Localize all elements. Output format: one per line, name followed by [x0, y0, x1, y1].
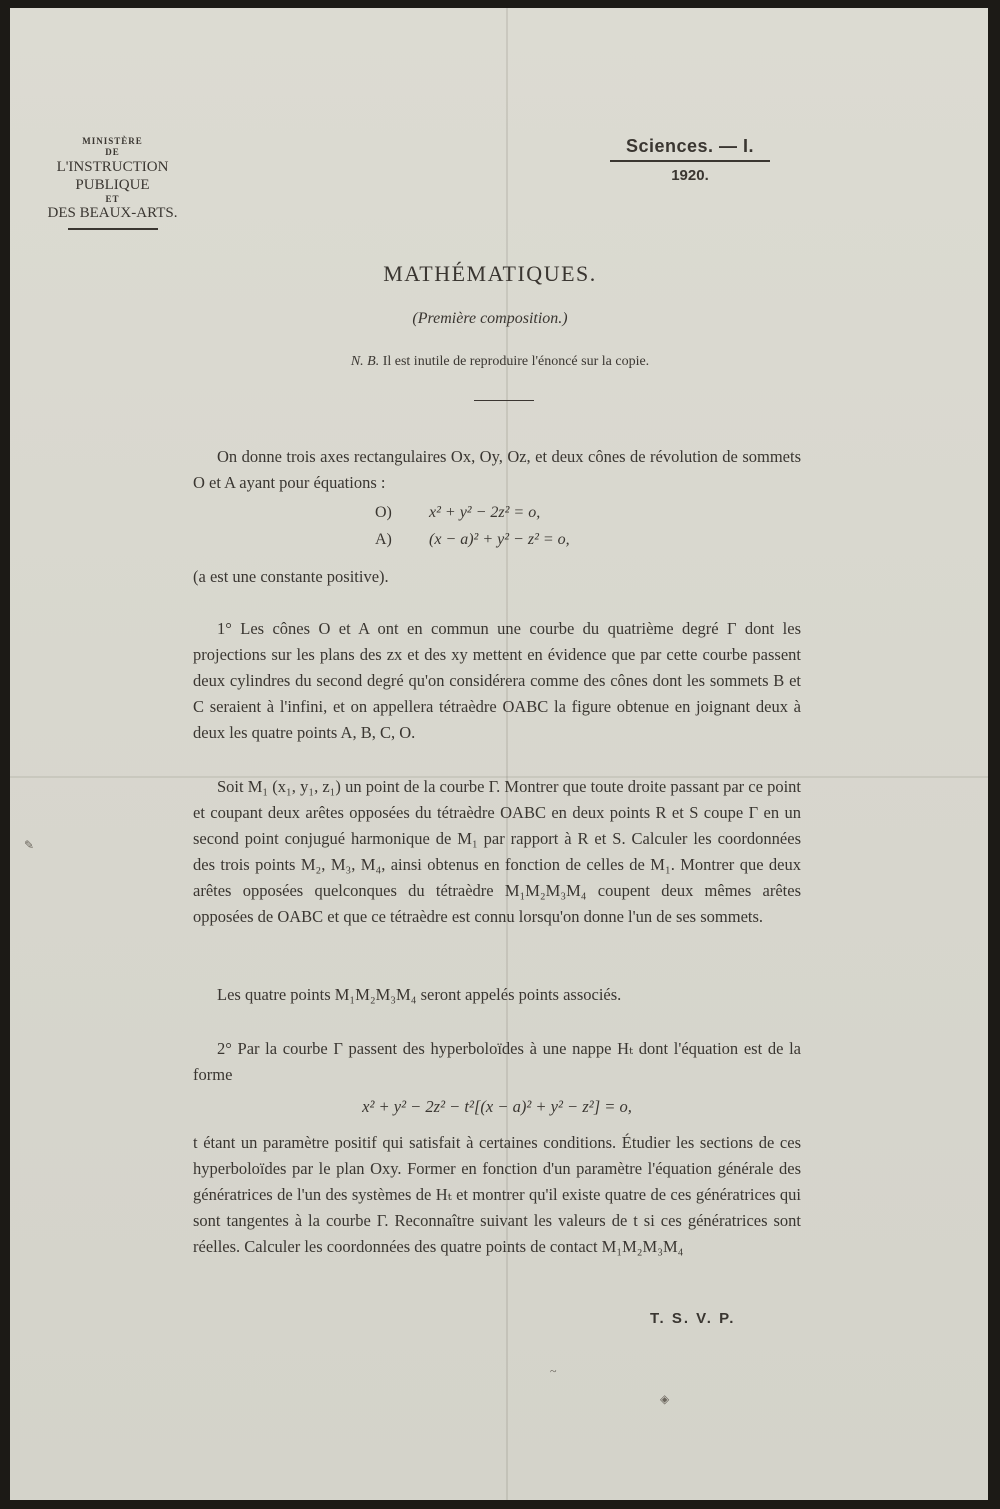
equation-row-o [375, 504, 675, 531]
title-separator [474, 400, 534, 401]
ministry-rule [68, 228, 158, 230]
ministry-line5: ET [105, 193, 120, 204]
ministry-header [40, 136, 185, 230]
ministry-line2: DE [105, 146, 120, 157]
nota-bene-prefix: N. B. [350, 354, 380, 369]
cone-equations [375, 504, 675, 558]
paper-blemish: ◈ [660, 1392, 670, 1406]
turn-over-note: T. S. V. P. [650, 1310, 736, 1327]
equation-o: x² + y² − 2z² = o, [429, 504, 541, 521]
part1-paragraph1: 1° Les cônes O et A ont en commun une courbe du quatrième degré Γ dont les projections sur les plans des zx et des xy mettent en évidence que par cette courbe passent deux cylindres du second degré qu'on considérera comme des cônes dont les sommets B et C seraient à l'infini, et on appellera tétraèdre OABC la figure obtenue en joignant deux à deux les quatre points A, B, C, O. [193, 619, 801, 742]
part1-paragraph3: Les quatre points M₁M₂M₃M₄ seront appelés points associés. [217, 985, 622, 1004]
equation-row-a [375, 531, 675, 558]
ministry-line3: L'INSTRUCTION [56, 158, 169, 175]
exam-year: 1920. [671, 167, 709, 184]
part2-paragraph1: 2° Par la courbe Γ passent des hyperboloïdes à une nappe Hₜ dont l'équation est de la forme [193, 1039, 801, 1084]
exam-sheet [10, 8, 988, 1500]
page-title: MATHÉMATIQUES. [383, 261, 597, 286]
paper-blemish: ~ [550, 1364, 557, 1378]
equation-label-o: O) [375, 504, 392, 521]
series-rule [610, 160, 770, 162]
paper-blemish: ✎ [24, 838, 35, 852]
intro-text: On donne trois axes rectangulaires Ox, Oy, Oz, et deux cônes de révolution de sommets O et A ayant pour équations : [193, 447, 801, 492]
nota-bene-text: Il est inutile de reproduire l'énoncé sur la copie. [382, 354, 650, 369]
series-label: Sciences. — I. [625, 136, 755, 156]
equation-label-a: A) [375, 531, 392, 548]
part1-paragraph2: Soit M₁ (x₁, y₁, z₁) un point de la courbe Γ. Montrer que toute droite passant par ce point et coupant deux arêtes opposées du tétraèdre OABC en deux points R et S coupe Γ en un second point conjugué harmonique de M₁ par rapport à R et S. Calculer les coordonnées des trois points M₂, M₃, M₄, ainsi obtenus en fonction de celles de M₁. Montrer que deux arêtes opposées quelconques du tétraèdre M₁M₂M₃M₄ coupent deux mêmes arêtes opposées de OABC et que ce tétraèdre est connu lorsqu'on donne l'un de ses sommets. [193, 777, 801, 926]
equation-a: (x − a)² + y² − z² = o, [429, 531, 570, 548]
series-header [610, 136, 770, 184]
vertical-fold [506, 8, 508, 1500]
ministry-line6: DES BEAUX-ARTS. [47, 205, 178, 222]
part2-paragraph2: t étant un paramètre positif qui satisfait à certaines conditions. Étudier les sections de ces hyperboloïdes par le plan Oxy. Former en fonction d'un paramètre l'équation générale des génératrices de l'un des systèmes de Hₜ et montrer qu'il existe quatre de ces génératrices qui sont tangentes à la courbe Γ. Reconnaître suivant les valeurs de t si ces génératrices sont réelles. Calculer les coordonnées des quatre points de contact M₁M₂M₃M₄ [193, 1133, 801, 1256]
ministry-line4: PUBLIQUE [75, 176, 150, 193]
nota-bene [210, 354, 790, 370]
page-subtitle: (Première composition.) [412, 310, 568, 327]
ministry-line1: MINISTÈRE [82, 136, 143, 146]
hyperboloid-equation: x² + y² − 2z² − t²[(x − a)² + y² − z²] = o, [362, 1097, 632, 1116]
constant-note: (a est une constante positive). [193, 567, 389, 586]
